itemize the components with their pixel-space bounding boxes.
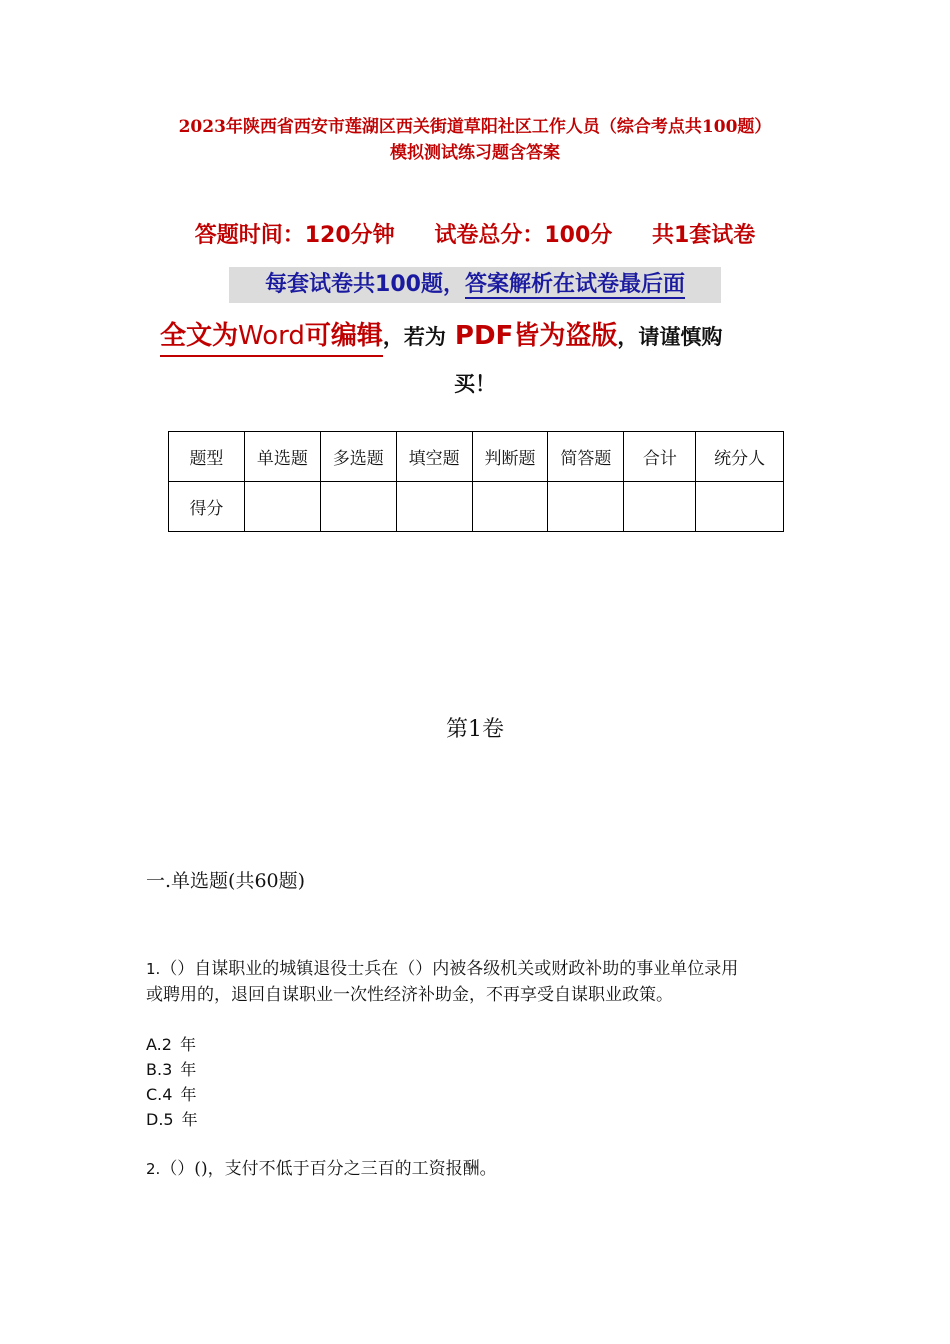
score-row-label: 得分 [169,482,245,532]
score-header-cell: 简答题 [548,432,624,482]
score-header-cell: 填空题 [396,432,472,482]
warn-part2: 可编辑 [304,321,383,351]
question-1 [146,956,816,1008]
warn-word: Word [238,321,305,351]
option-key: C.4 [146,1085,173,1104]
score-header-cell: 多选题 [320,432,396,482]
option-text: 年 [180,1085,197,1104]
option-a[interactable] [146,1032,196,1055]
option-text: 年 [181,1110,198,1129]
score-header-cell: 题型 [169,432,245,482]
option-text: 年 [179,1035,196,1054]
volume-title: 第1卷 [446,717,504,742]
score-header-cell: 判断题 [472,432,548,482]
option-key: A.2 [146,1035,172,1054]
question-number: 2. [146,1160,161,1178]
question-text: （）自谋职业的城镇退役士兵在（）内被各级机关或财政补助的事业单位录用 [160,959,739,979]
score-header-cell: 合计 [624,432,696,482]
score-input-cell[interactable] [472,482,548,532]
notice-part2: 答案解析在试卷最后面 [464,272,685,297]
section-title: 一.单选题(共60题) [146,870,306,892]
notice-part1: 每套试卷共100题， [265,272,465,297]
exam-total-score: 试卷总分：100分 [434,223,613,248]
score-input-cell[interactable] [624,482,696,532]
warn-part3: 若为 [403,325,446,349]
question-text-cont: 或聘用的，退回自谋职业一次性经济补助金，不再享受自谋职业政策。 [146,985,673,1005]
warn-comma2: ， [617,325,639,349]
warn-comma1: ， [382,325,404,349]
option-key: D.5 [146,1110,174,1129]
option-key: B.3 [146,1060,173,1079]
doc-title-line2: 模拟测试练习题含答案 [390,143,560,163]
score-input-cell[interactable] [396,482,472,532]
exam-set-count: 共1套试卷 [651,223,756,248]
piracy-warning [160,312,800,361]
score-input-cell[interactable] [320,482,396,532]
question-number: 1. [146,960,161,978]
warn-part6: 买！ [454,372,496,396]
score-table [168,431,784,532]
warn-part1: 全文为 [160,321,239,351]
editable-notice [160,321,383,357]
score-header-cell: 统分人 [696,432,784,482]
score-input-cell[interactable] [244,482,320,532]
score-header-cell: 单选题 [244,432,320,482]
score-table-score-row [169,482,784,532]
exam-info [0,218,950,249]
option-b[interactable] [146,1057,196,1080]
warn-part5: 请谨慎购 [638,325,723,349]
option-c[interactable] [146,1082,196,1105]
question-text: （）()，支付不低于百分之三百的工资报酬。 [160,1159,497,1179]
answer-notice [229,267,721,303]
option-d[interactable] [146,1107,198,1130]
warn-part4: PDF皆为盗版 [454,321,618,351]
score-input-cell[interactable] [548,482,624,532]
exam-time: 答题时间：120分钟 [194,223,395,248]
question-2 [146,1156,816,1182]
doc-title-line1: 2023年陕西省西安市莲湖区西关街道草阳社区工作人员（综合考点共100题） [178,117,772,137]
score-input-cell[interactable] [696,482,784,532]
score-table-header-row [169,432,784,482]
option-text: 年 [180,1060,197,1079]
